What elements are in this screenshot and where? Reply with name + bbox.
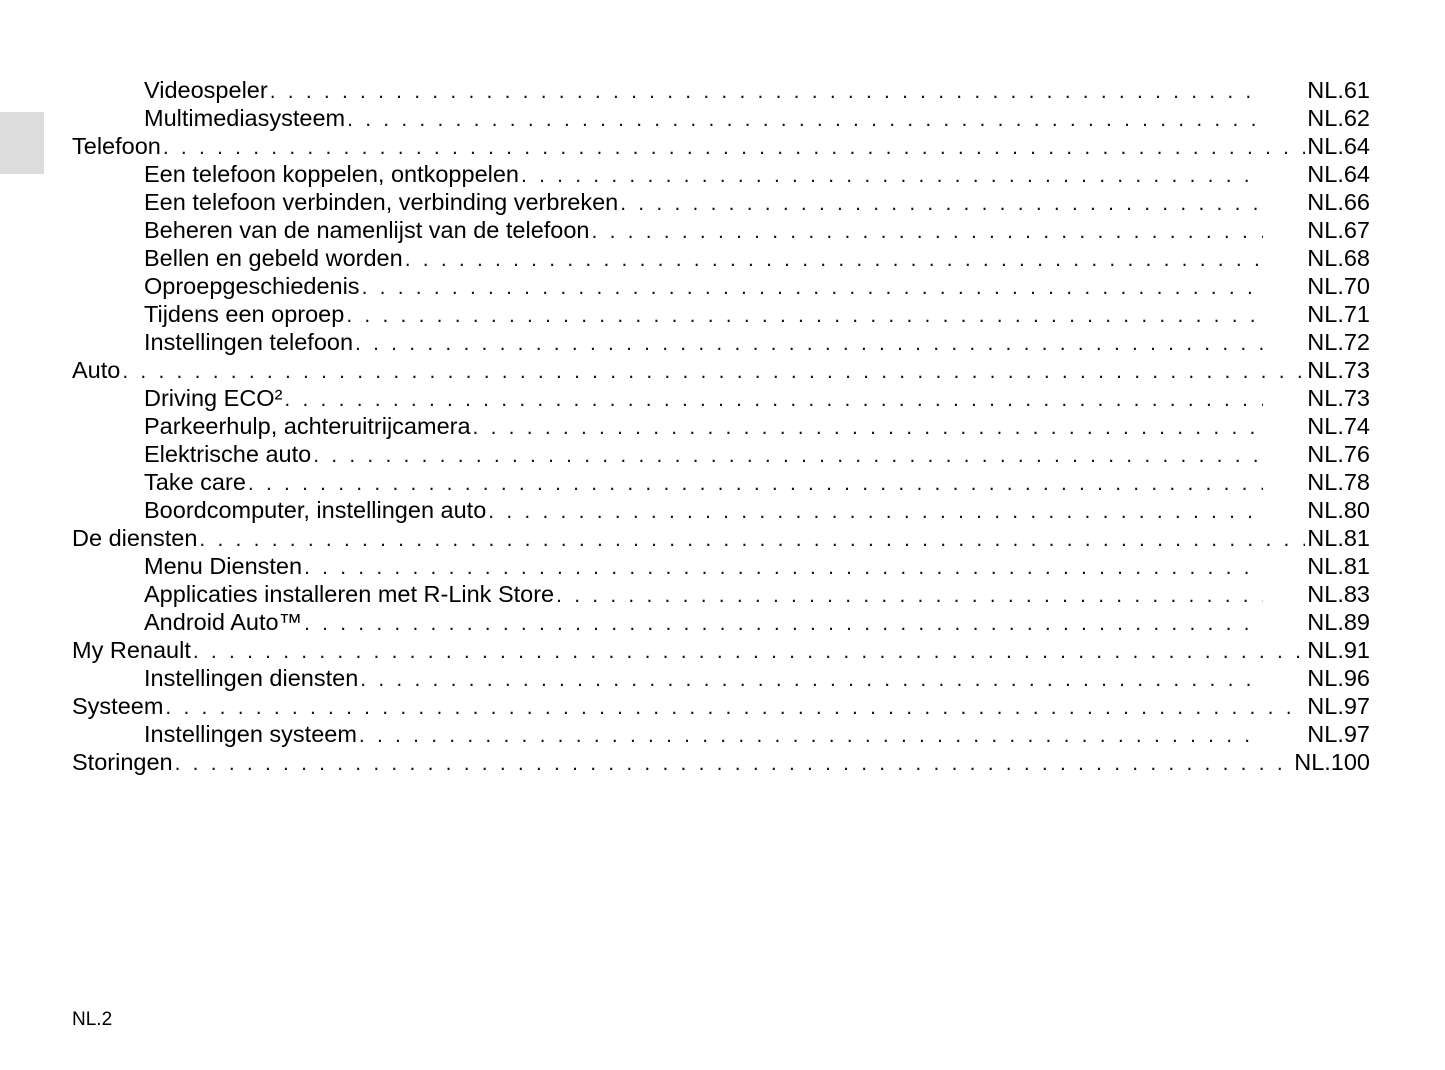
toc-leader-dots (199, 526, 1305, 554)
toc-entry-label: Multimediasysteem (144, 105, 346, 131)
toc-entry (72, 636, 1370, 664)
toc-subentry (72, 244, 1370, 272)
toc-leader-dots (304, 610, 1263, 638)
toc-entry-page: NL.64 (1307, 133, 1370, 159)
toc-leader-dots (556, 582, 1263, 610)
toc-subentry (72, 272, 1370, 300)
toc-subentry (72, 328, 1370, 356)
toc-entry-page: NL.96 (1307, 665, 1370, 691)
toc-leader-dots (284, 386, 1263, 414)
toc-entry-page: NL.97 (1307, 721, 1370, 747)
toc-entry-label: Boordcomputer, instellingen auto (144, 497, 487, 523)
toc-entry-label: Beheren van de namenlijst van de telefoon (144, 217, 590, 243)
toc-entry-label: De diensten (72, 525, 198, 551)
toc-entry-page: NL.80 (1307, 497, 1370, 523)
table-of-contents (72, 76, 1370, 776)
toc-entry-label: Systeem (72, 693, 164, 719)
toc-entry-page: NL.91 (1307, 637, 1370, 663)
toc-entry-label: Instellingen telefoon (144, 329, 354, 355)
toc-entry (72, 524, 1370, 552)
toc-subentry (72, 188, 1370, 216)
toc-subentry (72, 412, 1370, 440)
toc-entry-page: NL.71 (1307, 301, 1370, 327)
toc-subentry (72, 720, 1370, 748)
toc-entry-label: Android Auto™ (144, 609, 303, 635)
toc-entry-page: NL.62 (1307, 105, 1370, 131)
toc-entry-label: Applicaties installeren met R-Link Store (144, 581, 555, 607)
toc-subentry (72, 468, 1370, 496)
toc-leader-dots (163, 134, 1305, 162)
toc-leader-dots (347, 106, 1263, 134)
toc-subentry (72, 496, 1370, 524)
toc-entry-page: NL.73 (1307, 357, 1370, 383)
toc-entry-label: Een telefoon koppelen, ontkoppelen (144, 161, 520, 187)
toc-entry-label: Menu Diensten (144, 553, 303, 579)
toc-subentry (72, 216, 1370, 244)
toc-subentry (72, 552, 1370, 580)
toc-entry-page: NL.74 (1307, 413, 1370, 439)
toc-entry-page: NL.89 (1307, 609, 1370, 635)
toc-leader-dots (175, 750, 1293, 778)
toc-entry (72, 356, 1370, 384)
toc-subentry (72, 580, 1370, 608)
toc-entry-page: NL.64 (1307, 161, 1370, 187)
toc-entry-page: NL.100 (1294, 749, 1370, 775)
toc-entry-page: NL.70 (1307, 273, 1370, 299)
section-tab-marker (0, 112, 44, 174)
toc-entry-label: Oproepgeschiedenis (144, 273, 360, 299)
toc-entry (72, 692, 1370, 720)
toc-entry-page: NL.66 (1307, 189, 1370, 215)
toc-entry-page: NL.73 (1307, 385, 1370, 411)
toc-entry-label: Tijdens een oproep (144, 301, 345, 327)
toc-entry-page: NL.72 (1307, 329, 1370, 355)
toc-entry-label: Telefoon (72, 133, 161, 159)
toc-leader-dots (248, 470, 1263, 498)
toc-entry-label: Auto (72, 357, 121, 383)
toc-leader-dots (362, 274, 1264, 302)
toc-leader-dots (122, 358, 1305, 386)
toc-entry-label: Parkeerhulp, achteruitrijcamera (144, 413, 471, 439)
toc-leader-dots (355, 330, 1263, 358)
toc-entry-page: NL.97 (1307, 693, 1370, 719)
toc-leader-dots (405, 246, 1264, 274)
toc-entry-label: Driving ECO² (144, 385, 283, 411)
toc-subentry (72, 440, 1370, 468)
toc-entry-label: Bellen en gebeld worden (144, 245, 403, 271)
toc-entry-label: My Renault (72, 637, 191, 663)
toc-leader-dots (313, 442, 1263, 470)
toc-leader-dots (346, 302, 1263, 330)
toc-subentry (72, 384, 1370, 412)
toc-entry-page: NL.81 (1307, 553, 1370, 579)
toc-entry-page: NL.61 (1307, 77, 1370, 103)
toc-entry-label: Instellingen diensten (144, 665, 359, 691)
toc-leader-dots (270, 78, 1264, 106)
toc-subentry (72, 160, 1370, 188)
toc-entry-page: NL.83 (1307, 581, 1370, 607)
toc-entry (72, 748, 1370, 776)
toc-subentry (72, 608, 1370, 636)
toc-leader-dots (620, 190, 1263, 218)
toc-entry-label: Een telefoon verbinden, verbinding verbreken (144, 189, 619, 215)
toc-leader-dots (360, 666, 1263, 694)
toc-subentry (72, 76, 1370, 104)
toc-entry-label: Take care (144, 469, 246, 495)
toc-leader-dots (592, 218, 1264, 246)
toc-leader-dots (473, 414, 1264, 442)
toc-entry (72, 132, 1370, 160)
toc-entry-label: Instellingen systeem (144, 721, 357, 747)
toc-entry-page: NL.68 (1307, 245, 1370, 271)
toc-leader-dots (521, 162, 1263, 190)
toc-entry-page: NL.76 (1307, 441, 1370, 467)
toc-subentry (72, 664, 1370, 692)
toc-entry-label: Storingen (72, 749, 173, 775)
toc-entry-label: Elektrische auto (144, 441, 312, 467)
toc-subentry (72, 104, 1370, 132)
toc-entry-page: NL.78 (1307, 469, 1370, 495)
toc-leader-dots (193, 638, 1305, 666)
toc-entry-label: Videospeler (144, 77, 268, 103)
toc-subentry (72, 300, 1370, 328)
toc-entry-page: NL.67 (1307, 217, 1370, 243)
toc-entry-page: NL.81 (1307, 525, 1370, 551)
page-number: NL.2 (72, 1009, 113, 1030)
toc-leader-dots (165, 694, 1305, 722)
toc-leader-dots (488, 498, 1263, 526)
toc-leader-dots (304, 554, 1263, 582)
toc-leader-dots (359, 722, 1263, 750)
